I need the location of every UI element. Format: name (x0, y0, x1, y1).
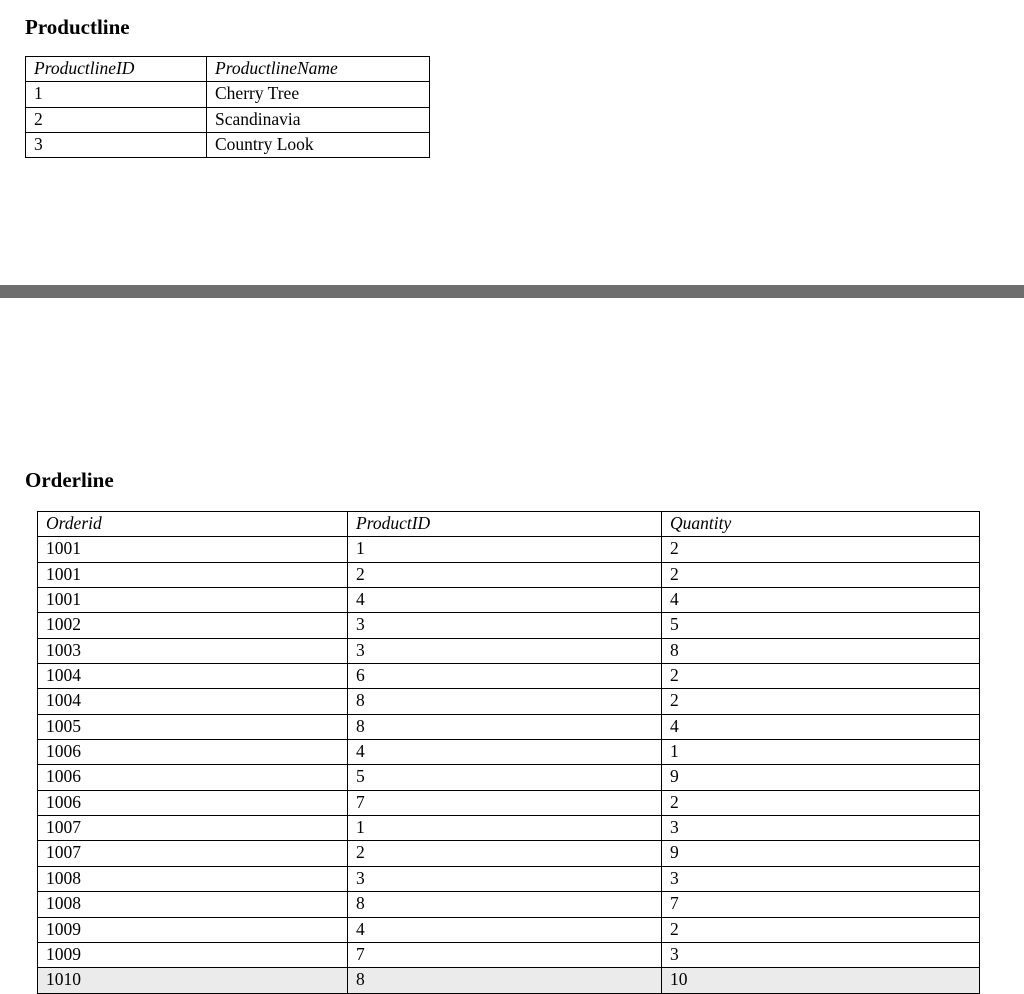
table-cell: 5 (662, 613, 980, 638)
table-cell: 3 (662, 942, 980, 967)
orderline-heading: Orderline (25, 468, 114, 493)
orderline-table-body (38, 537, 980, 993)
table-cell: 1 (662, 740, 980, 765)
table-cell: 2 (662, 562, 980, 587)
table-row (38, 790, 980, 815)
table-row (38, 892, 980, 917)
table-cell: 5 (348, 765, 662, 790)
table-cell: 4 (662, 714, 980, 739)
table-cell: 3 (26, 133, 207, 158)
table-cell: 1001 (38, 562, 348, 587)
table-cell: 1006 (38, 790, 348, 815)
table-row (38, 588, 980, 613)
table-cell: 1010 (38, 968, 348, 993)
table-cell: 1004 (38, 664, 348, 689)
table-row (38, 740, 980, 765)
table-cell: 1006 (38, 740, 348, 765)
table-header-row (38, 512, 980, 537)
table-cell: 3 (348, 638, 662, 663)
table-cell: 8 (348, 689, 662, 714)
table-cell: 8 (348, 892, 662, 917)
table-cell: 1009 (38, 917, 348, 942)
productline-table (25, 56, 430, 158)
table-cell: Scandinavia (207, 107, 430, 132)
table-cell: 1007 (38, 816, 348, 841)
table-header-row (26, 57, 430, 82)
table-cell: 3 (348, 613, 662, 638)
table-row (26, 107, 430, 132)
table-row (38, 638, 980, 663)
table-cell: Country Look (207, 133, 430, 158)
table-cell: 1008 (38, 866, 348, 891)
table-cell: 2 (662, 537, 980, 562)
table-cell: 9 (662, 765, 980, 790)
table-cell: 7 (348, 942, 662, 967)
table-row (38, 689, 980, 714)
column-header-productid: ProductID (348, 512, 662, 537)
column-header-productline-name: ProductlineName (207, 57, 430, 82)
table-cell: 2 (662, 689, 980, 714)
table-cell: 1003 (38, 638, 348, 663)
table-cell: 2 (662, 917, 980, 942)
table-row (26, 133, 430, 158)
table-cell: 1009 (38, 942, 348, 967)
table-cell: 4 (348, 588, 662, 613)
table-cell: 1001 (38, 588, 348, 613)
column-header-orderid: Orderid (38, 512, 348, 537)
table-cell: 4 (662, 588, 980, 613)
table-cell: 1007 (38, 841, 348, 866)
table-cell: 3 (662, 816, 980, 841)
table-cell: 2 (662, 664, 980, 689)
table-cell: 8 (662, 638, 980, 663)
table-cell: 2 (26, 107, 207, 132)
table-cell: 7 (348, 790, 662, 815)
table-cell: 3 (348, 866, 662, 891)
table-cell: 8 (348, 714, 662, 739)
table-cell: 1005 (38, 714, 348, 739)
productline-heading: Productline (25, 15, 130, 40)
table-row (38, 866, 980, 891)
table-cell: 1006 (38, 765, 348, 790)
table-cell: 1004 (38, 689, 348, 714)
table-row (26, 82, 430, 107)
table-cell: Cherry Tree (207, 82, 430, 107)
table-row (38, 664, 980, 689)
table-row (38, 537, 980, 562)
table-cell: 4 (348, 917, 662, 942)
table-row (38, 841, 980, 866)
column-header-productline-id: ProductlineID (26, 57, 207, 82)
table-cell: 2 (348, 562, 662, 587)
table-row (38, 917, 980, 942)
page-break-divider (0, 285, 1024, 298)
table-cell: 1008 (38, 892, 348, 917)
table-cell: 1 (348, 816, 662, 841)
table-cell: 8 (348, 968, 662, 993)
table-row (38, 816, 980, 841)
table-cell: 1 (348, 537, 662, 562)
table-row (38, 968, 980, 993)
table-cell: 4 (348, 740, 662, 765)
table-cell: 6 (348, 664, 662, 689)
table-row (38, 714, 980, 739)
table-row (38, 942, 980, 967)
productline-table-body (26, 82, 430, 158)
table-cell: 1002 (38, 613, 348, 638)
table-cell: 7 (662, 892, 980, 917)
table-row (38, 613, 980, 638)
table-cell: 10 (662, 968, 980, 993)
table-cell: 2 (348, 841, 662, 866)
orderline-table (37, 511, 980, 994)
table-cell: 3 (662, 866, 980, 891)
table-cell: 2 (662, 790, 980, 815)
table-cell: 1 (26, 82, 207, 107)
table-cell: 1001 (38, 537, 348, 562)
table-row (38, 765, 980, 790)
column-header-quantity: Quantity (662, 512, 980, 537)
table-cell: 9 (662, 841, 980, 866)
table-row (38, 562, 980, 587)
